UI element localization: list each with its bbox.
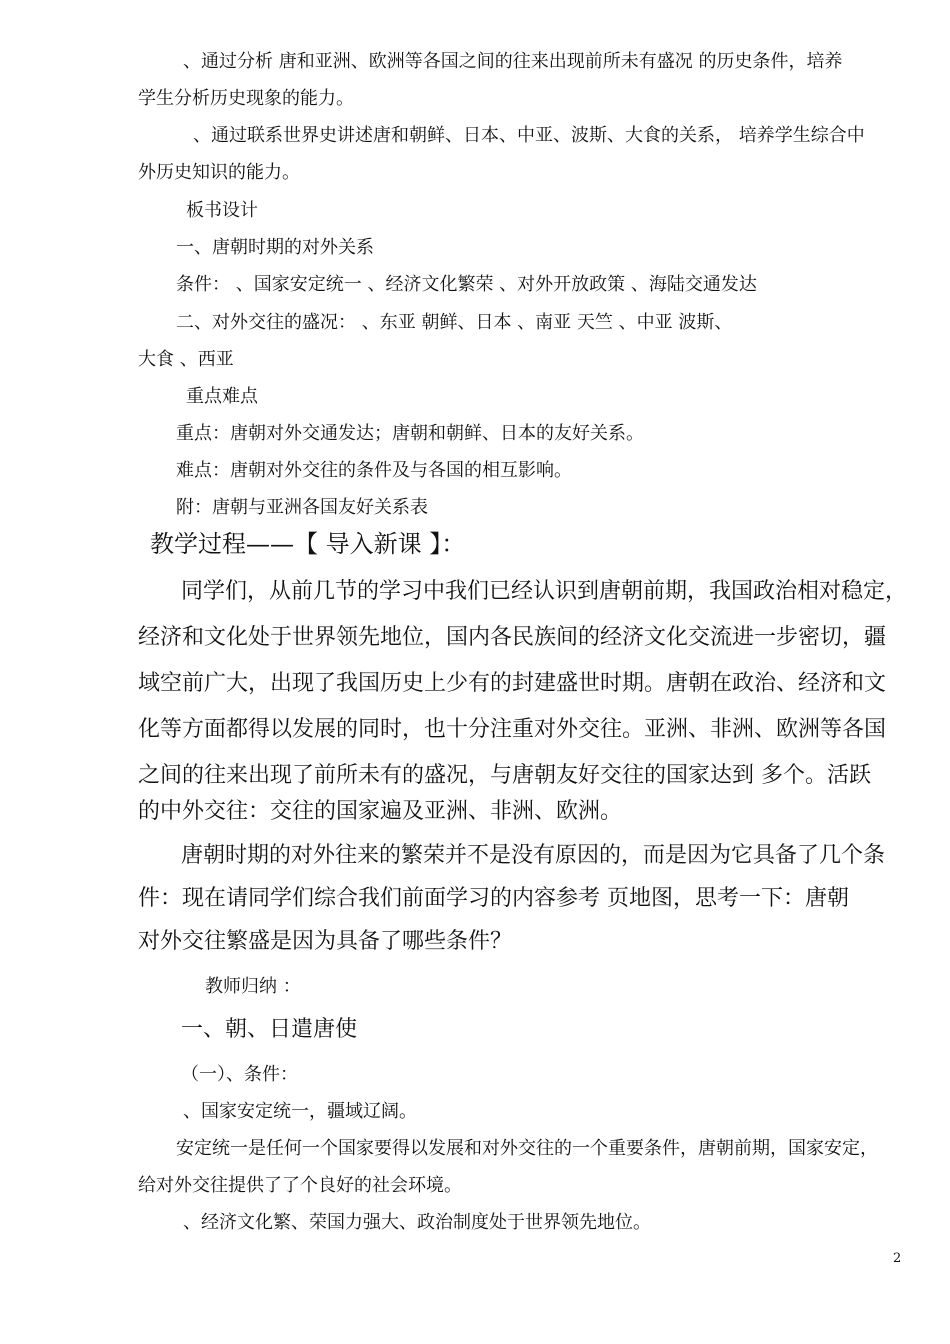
condition-1: 、国家安定统一，疆域辽阔。: [183, 1101, 417, 1122]
page-number: 2: [893, 1251, 902, 1266]
intro-para-line-2: 经济和文化处于世界领先地位，国内各民族间的经济文化交流进一步密切，疆: [138, 625, 887, 650]
intro-para-line-6: 的中外交往：交往的国家遍及亚洲、非洲、欧洲。: [138, 799, 623, 824]
question-para-line-3: 对外交往繁盛是因为具备了哪些条件？: [138, 929, 513, 954]
intro-para-line-3: 域空前广大，出现了我国历史上少有的封建盛世时期。唐朝在政治、经济和文: [138, 671, 887, 696]
question-para-line-1: 唐朝时期的对外往来的繁荣并不是没有原因的，而是因为它具备了几个条: [181, 843, 886, 868]
subsection-conditions: （一）、条件：: [181, 1064, 298, 1085]
objective-line-2-cont: 外历史知识的能力。: [138, 162, 300, 183]
intro-para-line-1: 同学们，从前几节的学习中我们已经认识到唐朝前期，我国政治相对稳定，: [181, 579, 908, 604]
section-heading-envoys: 一、朝、日遣唐使: [181, 1017, 358, 1042]
objective-line-2: 、通过联系世界史讲述唐和朝鲜、日本、中亚、波斯、大食的关系， 培养学生综合中: [193, 125, 865, 146]
condition-1-explain-cont: 给对外交往提供了了个良好的社会环境。: [138, 1175, 462, 1196]
board-section-2: 二、对外交往的盛况： 、东亚 朝鲜、日本 、南亚 天竺 、中亚 波斯、: [176, 312, 733, 333]
board-conditions: 条件： 、国家安定统一 、经济文化繁荣 、对外开放政策 、海陆交通发达: [176, 274, 757, 295]
question-para-line-2: 件：现在请同学们综合我们前面学习的内容参考 页地图，思考一下：唐朝: [138, 886, 849, 911]
condition-2: 、经济文化繁、荣国力强大、政治制度处于世界领先地位。: [183, 1212, 651, 1233]
board-section-2-cont: 大食 、西亚: [138, 349, 234, 370]
teaching-process-heading: 教学过程——【 导入新课 】：: [150, 530, 466, 558]
appendix-line: 附：唐朝与亚洲各国友好关系表: [176, 497, 428, 518]
board-design-heading: 板书设计: [186, 200, 258, 221]
key-point: 重点：唐朝对外交通发达；唐朝和朝鲜、日本的友好关系。: [176, 423, 644, 444]
objective-line-1-cont: 学生分析历史现象的能力。: [138, 88, 354, 109]
teacher-summary: 教师归纳 ：: [205, 976, 301, 997]
condition-1-explain: 安定统一是任何一个国家要得以发展和对外交往的一个重要条件，唐朝前期，国家安定，: [176, 1138, 878, 1159]
board-section-1: 一、唐朝时期的对外关系: [176, 237, 374, 258]
intro-para-line-4: 化等方面都得以发展的同时，也十分注重对外交往。亚洲、非洲、欧洲等各国: [138, 717, 887, 742]
objective-line-1: 、通过分析 唐和亚洲、欧洲等各国之间的往来出现前所未有盛况 的历史条件，培养: [183, 51, 843, 72]
intro-para-line-5: 之间的往来出现了前所未有的盛况，与唐朝友好交往的国家达到 多个。活跃: [138, 763, 871, 788]
key-points-heading: 重点难点: [186, 386, 258, 407]
difficult-point: 难点：唐朝对外交往的条件及与各国的相互影响。: [176, 460, 572, 481]
